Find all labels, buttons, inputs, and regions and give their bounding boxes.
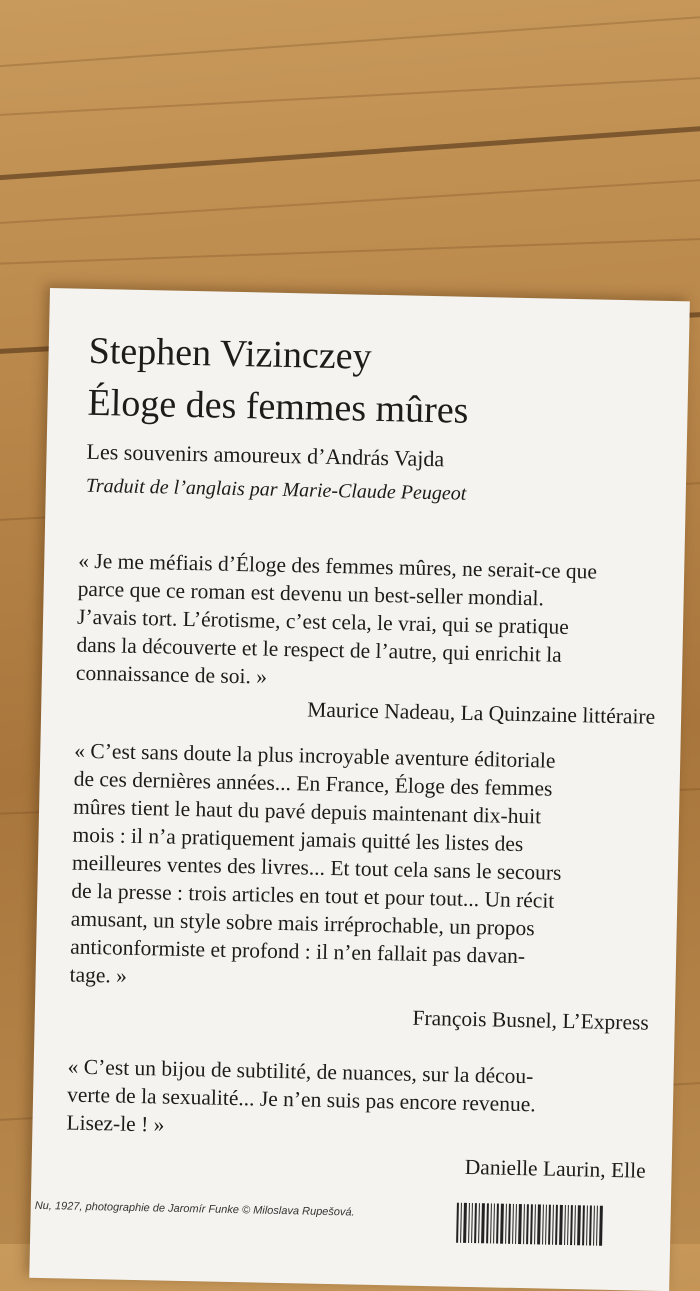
barcode-bar <box>526 1204 529 1244</box>
barcode-bar <box>567 1205 569 1245</box>
barcode-bar <box>537 1204 541 1244</box>
author-name: Stephen Vizinczey <box>88 329 373 378</box>
quote-line: « C’est sans doute la plus incroyable aventure éditoriale <box>74 738 556 773</box>
quote-line: connaissance de soi. » <box>75 660 268 689</box>
quote-line: parce que ce roman est devenu un best-seller mondial. <box>77 576 545 611</box>
barcode-bar <box>481 1203 485 1243</box>
barcode-bar <box>582 1205 585 1245</box>
barcode-bar <box>559 1205 563 1245</box>
barcode-bar <box>545 1205 547 1245</box>
book-back-cover <box>29 288 690 1291</box>
quote-attribution: Maurice Nadeau, La Quinzaine littéraire <box>306 697 656 729</box>
barcode-bar <box>534 1204 536 1244</box>
barcode-bar <box>493 1203 495 1243</box>
barcode-bar <box>508 1204 511 1244</box>
barcode-bar <box>496 1204 499 1244</box>
barcode-bar <box>542 1205 544 1245</box>
quote-line: meilleures ventes des livres... Et tout cela sans le secours <box>71 850 562 885</box>
quote-line: J’avais tort. L’érotisme, c’est cela, le vrai, qui se pratique <box>76 604 570 639</box>
quote-line: amusant, un style sobre mais irréprochable, un propos <box>70 906 535 941</box>
barcode-bar <box>478 1203 480 1243</box>
quote-line: « C’est un bijou de subtilité, de nuances, sur la décou- <box>67 1054 534 1089</box>
quote-line: mois : il n’a pratiquement jamais quitté les listes des <box>72 822 524 857</box>
quote-attribution: François Busnel, L’Express <box>412 1005 649 1035</box>
book-subtitle: Les souvenirs amoureux d’András Vajda <box>86 438 445 472</box>
barcode-bar <box>555 1205 558 1245</box>
book-title: Éloge des femmes mûres <box>87 381 469 432</box>
barcode <box>456 1203 657 1247</box>
quote-line: Lisez-le ! » <box>66 1110 165 1137</box>
barcode-bar <box>570 1205 573 1245</box>
barcode-bar <box>564 1205 566 1245</box>
quote-line: dans la découverte et le respect de l’autre, qui enrichit la <box>76 632 563 667</box>
quote-line: tage. » <box>69 962 128 988</box>
translator-credit: Traduit de l’anglais par Marie-Claude Peugeot <box>85 474 467 505</box>
quote-line: anticonformiste et profond : il n’en fallait pas davan- <box>69 934 526 969</box>
barcode-bar <box>456 1203 459 1243</box>
barcode-bar <box>471 1203 473 1243</box>
barcode-bar <box>490 1203 492 1243</box>
barcode-bar <box>577 1205 581 1245</box>
barcode-bar <box>515 1204 517 1244</box>
barcode-bar <box>552 1205 554 1245</box>
quote-line: de ces dernières années... En France, Éloge des femmes <box>73 766 553 801</box>
quote-line: verte de la sexualité... Je n’en suis pas encore revenue. <box>66 1082 536 1117</box>
barcode-bar <box>474 1203 477 1243</box>
barcode-bar <box>548 1205 551 1245</box>
barcode-bar <box>518 1204 522 1244</box>
barcode-bar <box>586 1205 588 1245</box>
barcode-bar <box>574 1205 576 1245</box>
barcode-bar <box>468 1203 470 1243</box>
barcode-bar <box>599 1206 603 1246</box>
barcode-bar <box>500 1204 504 1244</box>
barcode-bar <box>486 1203 489 1243</box>
photo-credit: Nu, 1927, photographie de Jaromír Funke © Miloslava Rupešová. <box>34 1199 355 1219</box>
barcode-bar <box>523 1204 525 1244</box>
quote-attribution: Danielle Laurin, Elle <box>464 1154 646 1183</box>
quote-line: de la presse : trois articles en tout et pour tout... Un récit <box>71 878 555 913</box>
barcode-bar <box>463 1203 467 1243</box>
barcode-bar <box>589 1206 592 1246</box>
barcode-bar <box>593 1206 595 1246</box>
barcode-bar <box>460 1203 462 1243</box>
barcode-bar <box>512 1204 514 1244</box>
barcode-bar <box>530 1204 533 1244</box>
barcode-bar <box>505 1204 507 1244</box>
quote-line: « Je me méfiais d’Éloge des femmes mûres, ne serait-ce que <box>78 548 598 584</box>
quote-line: mûres tient le haut du pavé depuis maintenant dix-huit <box>72 794 542 829</box>
barcode-bar <box>596 1206 598 1246</box>
